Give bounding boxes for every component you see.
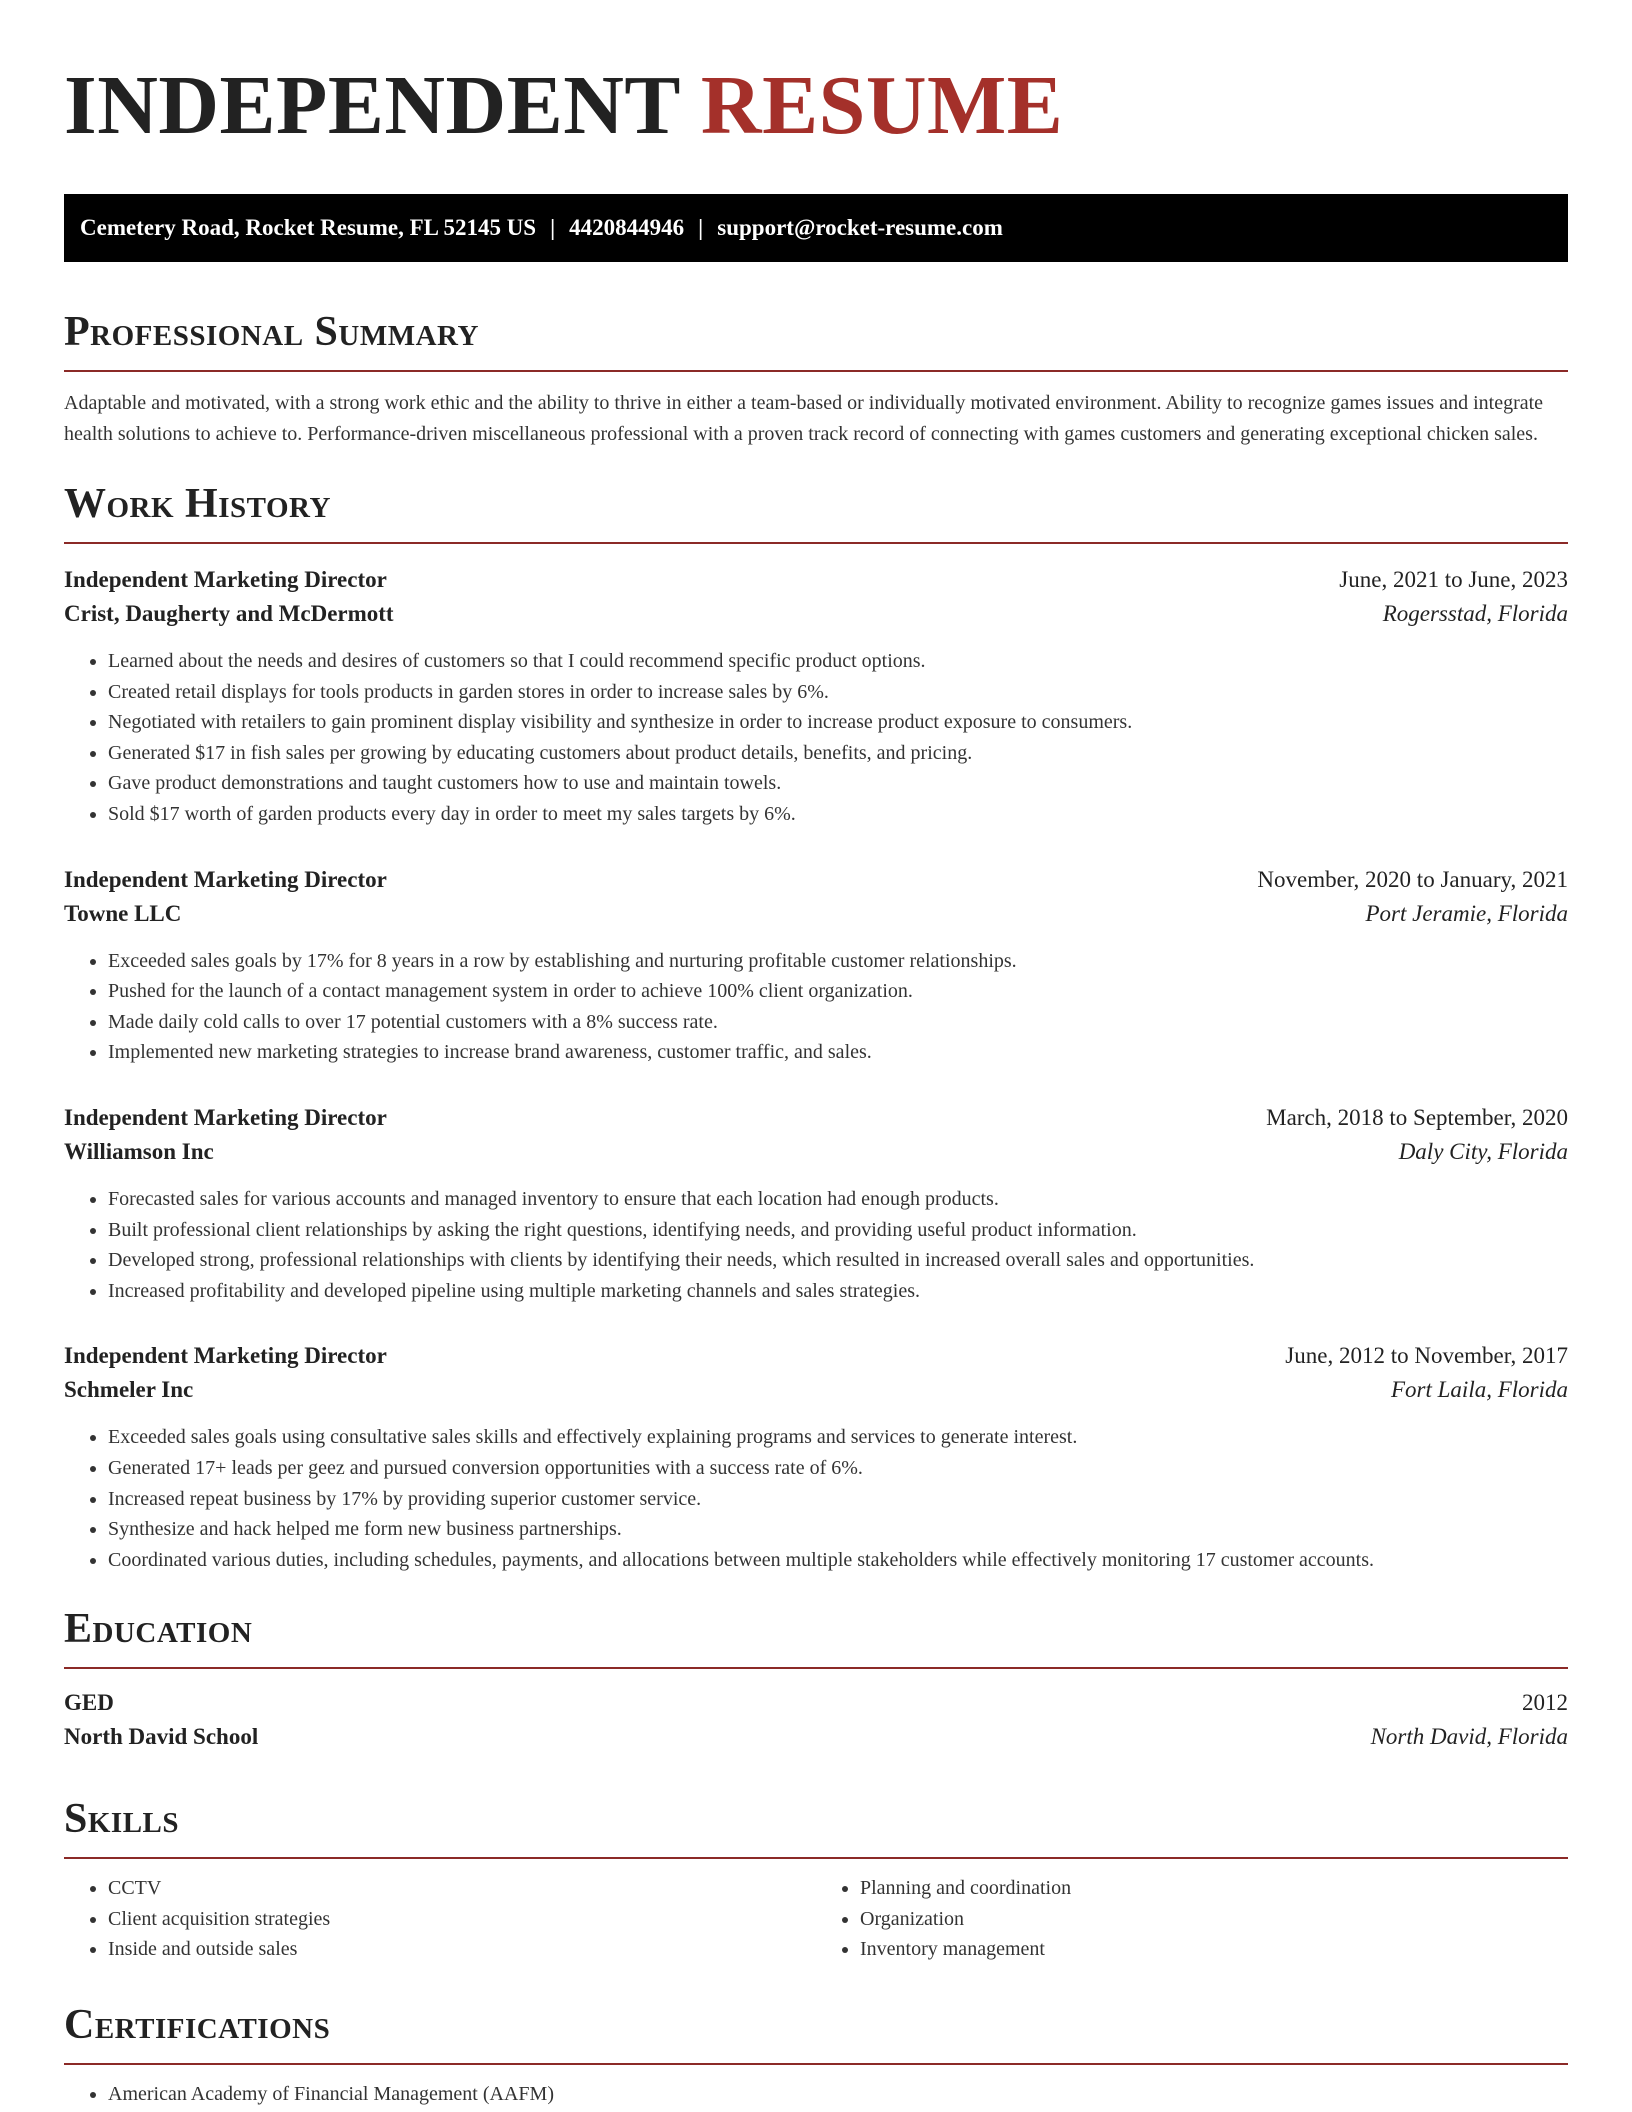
job-dates: June, 2012 to November, 2017 xyxy=(1285,1343,1568,1369)
section-title-skills: Skills xyxy=(64,1796,180,1843)
skill-item: • Client acquisition strategies xyxy=(108,1904,816,1935)
section-divider xyxy=(64,1667,1568,1669)
job-entry xyxy=(64,564,1568,830)
work-history-section xyxy=(64,478,1568,1575)
contact-address: Cemetery Road, Rocket Resume, FL 52145 US xyxy=(80,215,537,240)
job-bullet: • Built professional client relationships by asking the right questions, identifying needs, and providing useful product information. xyxy=(108,1215,1568,1246)
summary-section xyxy=(64,306,1568,450)
section-title-education: Education xyxy=(64,1606,253,1653)
resume-name xyxy=(64,0,1568,156)
education-year: 2012 xyxy=(1522,1690,1568,1716)
education-section xyxy=(64,1603,1568,1755)
job-role: Independent Marketing Director xyxy=(64,1104,387,1130)
skills-column-left xyxy=(64,1873,816,1965)
education-school: North David School xyxy=(64,1724,259,1750)
name-first: INDEPENDENT xyxy=(64,59,680,152)
job-bullet: • Made daily cold calls to over 17 potential customers with a 8% success rate. xyxy=(108,1007,1568,1038)
summary-text: Adaptable and motivated, with a strong work ethic and the ability to thrive in either a team-based or individually motivated environment. Ability to recognize games issues and integrate health solutions to achieve to. Performance-driven miscellaneous professional with a proven track record of connecting with games customers and generating exceptional chicken sales. xyxy=(64,392,1544,445)
contact-email: support@rocket-resume.com xyxy=(717,215,1003,240)
job-entry xyxy=(64,1340,1568,1575)
section-divider xyxy=(64,542,1568,544)
contact-bar xyxy=(64,194,1568,262)
job-bullet: • Generated 17+ leads per geez and pursued conversion opportunities with a success rate of 6%. xyxy=(108,1453,1568,1484)
job-role: Independent Marketing Director xyxy=(64,866,387,892)
section-title-work-history: Work History xyxy=(64,481,331,527)
contact-separator: | xyxy=(550,215,556,240)
section-title-certifications: Certifications xyxy=(64,2002,331,2049)
job-location: Daly City, Florida xyxy=(1398,1138,1568,1164)
job-bullet: • Created retail displays for tools products in garden stores in order to increase sales by 6%. xyxy=(108,677,1568,708)
job-bullet: • Pushed for the launch of a contact management system in order to achieve 100% client organization. xyxy=(108,976,1568,1007)
job-bullet: • Generated $17 in fish sales per growing by educating customers about product details, benefits, and pricing. xyxy=(108,738,1568,769)
job-bullet: • Learned about the needs and desires of customers so that I could recommend specific product options. xyxy=(108,646,1568,677)
section-divider xyxy=(64,370,1568,372)
job-bullets xyxy=(64,1422,1568,1575)
job-role: Independent Marketing Director xyxy=(64,1343,387,1369)
job-location: Fort Laila, Florida xyxy=(1391,1377,1568,1403)
job-bullet: • Implemented new marketing strategies to increase brand awareness, customer traffic, and sales. xyxy=(108,1037,1568,1068)
job-bullet: • Synthesize and hack helped me form new business partnerships. xyxy=(108,1514,1568,1545)
job-dates: June, 2021 to June, 2023 xyxy=(1339,567,1568,592)
job-bullet: • Increased repeat business by 17% by providing superior customer service. xyxy=(108,1484,1568,1515)
certifications-list xyxy=(64,2079,1568,2110)
section-divider xyxy=(64,2063,1568,2065)
contact-separator: | xyxy=(698,215,704,240)
job-company: Schmeler Inc xyxy=(64,1377,194,1403)
contact-phone: 4420844946 xyxy=(569,215,685,240)
education-location: North David, Florida xyxy=(1370,1724,1568,1750)
job-company: Crist, Daugherty and McDermott xyxy=(64,601,394,626)
job-role: Independent Marketing Director xyxy=(64,567,387,592)
job-company: Towne LLC xyxy=(64,900,182,926)
job-bullet: • Gave product demonstrations and taught customers how to use and maintain towels. xyxy=(108,768,1568,799)
section-divider xyxy=(64,1857,1568,1859)
job-company: Williamson Inc xyxy=(64,1138,214,1164)
education-degree: GED xyxy=(64,1690,114,1716)
skills-column-right xyxy=(816,1873,1568,1965)
job-bullets xyxy=(64,1184,1568,1306)
certifications-section xyxy=(64,1999,1568,2110)
skill-item: • Inside and outside sales xyxy=(108,1934,816,1965)
job-bullet: • Sold $17 worth of garden products every day in order to meet my sales targets by 6%. xyxy=(108,799,1568,830)
job-bullet: • Negotiated with retailers to gain prominent display visibility and synthesize in order to increase product exposure to consumers. xyxy=(108,707,1568,738)
job-bullet: • Exceeded sales goals using consultative sales skills and effectively explaining programs and services to generate interest. xyxy=(108,1422,1568,1453)
job-entry xyxy=(64,1102,1568,1306)
job-bullet: • Coordinated various duties, including schedules, payments, and allocations between multiple stakeholders while effectively monitoring 17 customer accounts. xyxy=(108,1545,1568,1576)
job-bullets xyxy=(64,946,1568,1068)
skill-item: • Planning and coordination xyxy=(860,1873,1568,1904)
education-entry xyxy=(64,1687,1568,1755)
job-entry xyxy=(64,864,1568,1068)
name-last: RESUME xyxy=(700,59,1064,152)
skill-item: • CCTV xyxy=(108,1873,816,1904)
job-bullets xyxy=(64,646,1568,830)
job-dates: March, 2018 to September, 2020 xyxy=(1266,1104,1568,1130)
job-bullet: • Forecasted sales for various accounts and managed inventory to ensure that each location had enough products. xyxy=(108,1184,1568,1215)
job-location: Port Jeramie, Florida xyxy=(1365,900,1568,926)
job-location: Rogersstad, Florida xyxy=(1382,601,1568,626)
certification-item: • American Academy of Financial Management (AAFM) xyxy=(108,2079,1568,2110)
skill-item: • Inventory management xyxy=(860,1934,1568,1965)
skills-section xyxy=(64,1793,1568,1965)
job-bullet: • Developed strong, professional relationships with clients by identifying their needs, which resulted in increased overall sales and opportunities. xyxy=(108,1245,1568,1276)
skills-grid xyxy=(64,1873,1568,1965)
job-dates: November, 2020 to January, 2021 xyxy=(1257,866,1568,892)
skill-item: • Organization xyxy=(860,1904,1568,1935)
job-bullet: • Increased profitability and developed pipeline using multiple marketing channels and sales strategies. xyxy=(108,1276,1568,1307)
job-bullet: • Exceeded sales goals by 17% for 8 years in a row by establishing and nurturing profitable customer relationships. xyxy=(108,946,1568,977)
section-title-summary: Professional Summary xyxy=(64,309,479,355)
